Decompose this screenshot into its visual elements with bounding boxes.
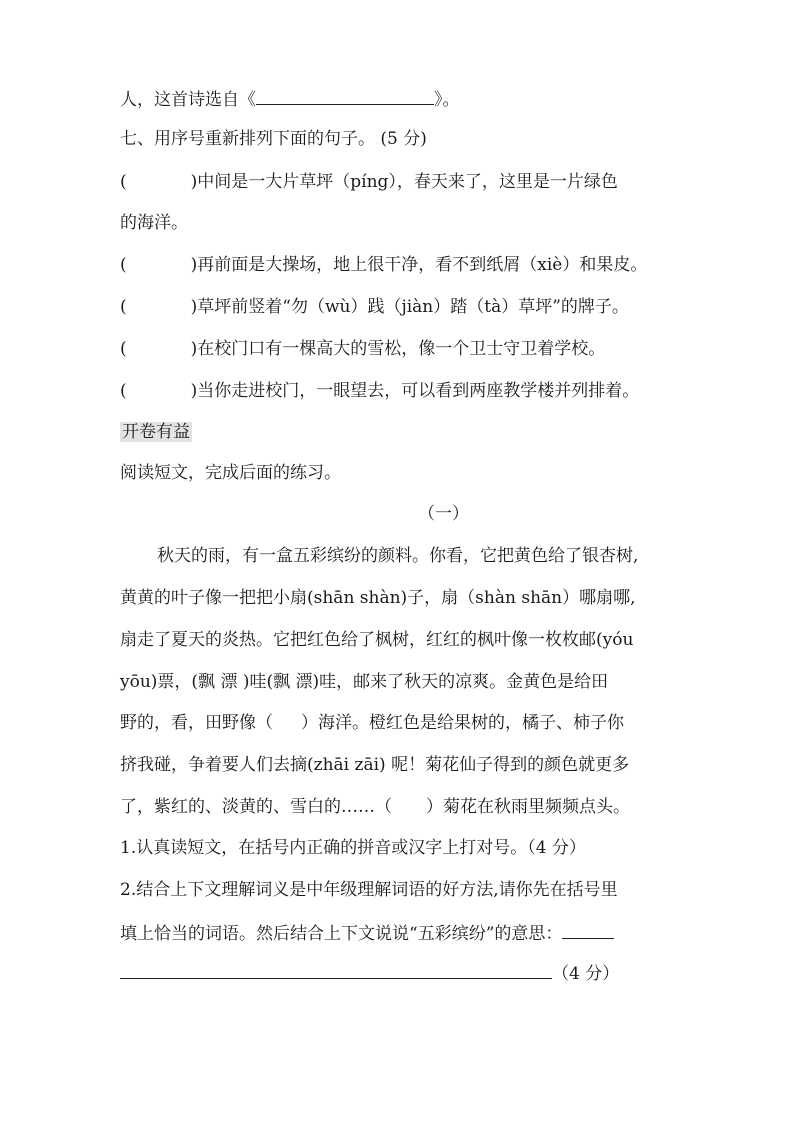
question-2-line-1: 2.结合上下文理解词义是中年级理解词语的好方法,请你先在括号里: [120, 880, 618, 900]
passage-line-5: [120, 711, 624, 735]
poem-source-blank[interactable]: [256, 86, 434, 105]
poem-source-line: [120, 86, 460, 112]
question-2-line-3: [120, 960, 619, 986]
order-open-paren: (: [120, 297, 127, 317]
sentence-item-5: [120, 379, 639, 403]
poem-source-suffix: 》。: [434, 90, 460, 110]
answer-blank-start[interactable]: [562, 920, 614, 939]
passage-line-5-pre: 野的，看，田野像（: [120, 713, 273, 733]
sentence-text-1: )中间是一大片草坪（píng），春天来了，这里是一片绿色: [190, 172, 618, 192]
passage-line-3: 扇走了夏天的炎热。它把红色给了枫树，红红的枫叶像一枚枚邮(yóu: [120, 630, 634, 650]
question-2-prompt: 填上恰当的词语。然后结合上下文说说“五彩缤纷”的意思：: [120, 924, 563, 944]
question-7-heading: 七、用序号重新排列下面的句子。 (5 分): [120, 129, 427, 149]
passage-line-2: 黄黄的叶子像一把把小扇(shān shàn)子，扇（shàn shān）哪扇哪,: [120, 588, 636, 608]
passage-line-7: [120, 795, 630, 819]
order-open-paren: (: [120, 172, 127, 192]
order-open-paren: (: [120, 381, 127, 401]
sentence-item-2: [120, 253, 647, 277]
passage-line-4: yōu)票，(飘 漂 )哇(飘 漂)哇，邮来了秋天的凉爽。金黄色是给田: [120, 672, 609, 692]
passage-line-5-post: ）海洋。橙红色是给果树的，橘子、柿子你: [301, 713, 624, 733]
passage-line-1: 秋天的雨，有一盒五彩缤纷的颜料。你看，它把黄色给了银杏树,: [157, 546, 639, 566]
sentence-text-2: )再前面是大操场，地上很干净，看不到纸屑（xiè）和果皮。: [190, 255, 648, 275]
passage-line-7-post: ）菊花在秋雨里频频点头。: [426, 797, 630, 817]
order-open-paren: (: [120, 339, 127, 359]
poem-source-prefix: 人，这首诗选自《: [120, 90, 256, 110]
question-1: 1.认真读短文，在括号内正确的拼音或汉字上打对号。（4 分）: [120, 838, 586, 858]
question-2-score: （4 分）: [552, 964, 620, 984]
sentence-text-5: )当你走进校门，一眼望去，可以看到两座教学楼并列排着。: [190, 381, 640, 401]
part-label: （一）: [418, 504, 469, 524]
section-tag-label: 开卷有益: [122, 422, 190, 442]
sentence-text-3: )草坪前竖着“勿（wù）践（jiàn）踏（tà）草坪”的牌子。: [190, 297, 629, 317]
section-tag: [120, 420, 192, 444]
sentence-item-3: [120, 295, 629, 319]
question-2-line-2: [120, 920, 614, 946]
sentence-item-1-cont: 的海洋。: [120, 213, 188, 233]
sentence-text-4: )在校门口有一棵高大的雪松，像一个卫士守卫着学校。: [190, 339, 606, 359]
reading-intro: 阅读短文，完成后面的练习。: [120, 463, 341, 483]
passage-line-7-pre: 了，紫红的、淡黄的、雪白的……（: [120, 797, 392, 817]
sentence-item-1: [120, 170, 618, 194]
order-open-paren: (: [120, 255, 127, 275]
answer-blank-line[interactable]: [120, 960, 552, 979]
passage-line-6: 挤我碰，争着要人们去摘(zhāi zāi) 呢！菊花仙子得到的颜色就更多: [120, 755, 630, 775]
sentence-item-4: [120, 337, 605, 361]
